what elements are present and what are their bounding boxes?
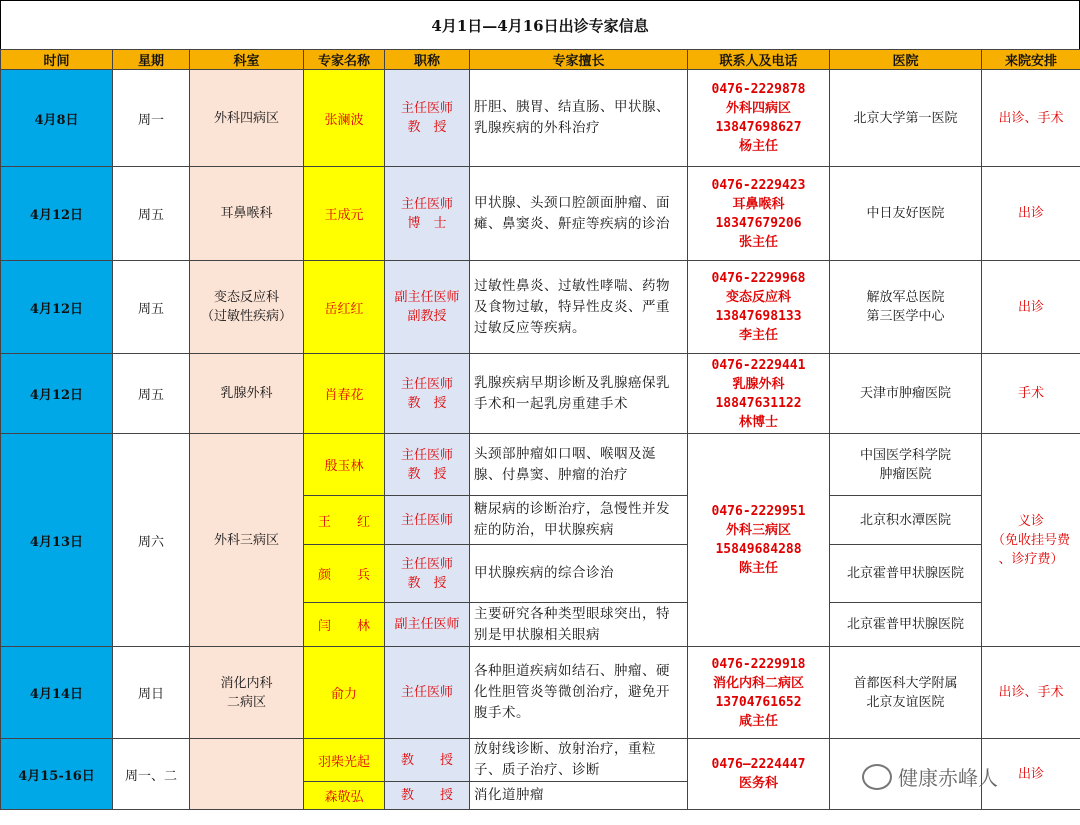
specialty-cell: 过敏性鼻炎、过敏性哮喘、药物及食物过敏，特异性皮炎、严重过敏反应等疾病。 xyxy=(470,261,688,354)
dept-cell: 变态反应科 （过敏性疾病） xyxy=(190,261,304,354)
weekday-cell: 周一、二 xyxy=(113,739,190,810)
header-expert: 专家名称 xyxy=(304,50,385,70)
title-cell: 主任医师 博 士 xyxy=(385,167,470,261)
contact-cell: 0476-2229878 外科四病区 13847698627 杨主任 xyxy=(688,70,830,167)
expert-cell: 俞力 xyxy=(304,647,385,739)
dept-cell: 消化内科 二病区 xyxy=(190,647,304,739)
expert-cell: 王成元 xyxy=(304,167,385,261)
title-cell: 主任医师 教 授 xyxy=(385,354,470,434)
wechat-icon xyxy=(862,764,892,790)
weekday-cell: 周五 xyxy=(113,354,190,434)
contact-cell: 0476-2229423 耳鼻喉科 18347679206 张主任 xyxy=(688,167,830,261)
specialty-cell: 头颈部肿瘤如口咽、喉咽及涎腺、付鼻窦、肿瘤的治疗 xyxy=(470,434,688,496)
specialty-cell: 肝胆、胰胃、结直肠、甲状腺、乳腺疾病的外科治疗 xyxy=(470,70,688,167)
hospital-cell: 北京积水潭医院 xyxy=(830,496,982,545)
arrangement-cell: 义诊 （免收挂号费 、诊疗费） xyxy=(982,434,1080,647)
specialty-cell: 糖尿病的诊断治疗，急慢性并发症的防治，甲状腺疾病 xyxy=(470,496,688,545)
arrangement-cell: 出诊 xyxy=(982,739,1080,810)
arrangement-cell: 出诊 xyxy=(982,167,1080,261)
weekday-cell: 周六 xyxy=(113,434,190,647)
arrangement-cell: 出诊、手术 xyxy=(982,647,1080,739)
dept-cell: 乳腺外科 xyxy=(190,354,304,434)
weekday-cell: 周五 xyxy=(113,261,190,354)
hospital-cell: 北京霍普甲状腺医院 xyxy=(830,545,982,603)
contact-cell: 0476—2224447 医务科 xyxy=(688,739,830,810)
expert-cell: 闫 林 xyxy=(304,603,385,647)
specialty-cell: 甲状腺疾病的综合诊治 xyxy=(470,545,688,603)
expert-cell: 岳红红 xyxy=(304,261,385,354)
title-cell: 主任医师 教 授 xyxy=(385,545,470,603)
date-cell: 4月15-16日 xyxy=(1,739,113,810)
table-row xyxy=(1,70,1080,167)
hospital-cell: 首都医科大学附属 北京友谊医院 xyxy=(830,647,982,739)
contact-cell: 0476-2229951 外科三病区 15849684288 陈主任 xyxy=(688,434,830,647)
dept-cell: 外科四病区 xyxy=(190,70,304,167)
arrangement-cell: 手术 xyxy=(982,354,1080,434)
specialty-cell: 放射线诊断、放射治疗，重粒子、质子治疗、诊断 xyxy=(470,739,688,782)
weekday-cell: 周五 xyxy=(113,167,190,261)
header-arrangement: 来院安排 xyxy=(982,50,1080,70)
title-cell: 主任医师 教 授 xyxy=(385,434,470,496)
table-row xyxy=(1,167,1080,261)
arrangement-cell: 出诊 xyxy=(982,261,1080,354)
title-cell: 教 授 xyxy=(385,782,470,810)
header-title: 职称 xyxy=(385,50,470,70)
title-cell: 主任医师 xyxy=(385,496,470,545)
contact-cell: 0476-2229918 消化内科二病区 13704761652 咸主任 xyxy=(688,647,830,739)
schedule-table xyxy=(0,49,1080,810)
arrangement-cell: 出诊、手术 xyxy=(982,70,1080,167)
weekday-cell: 周日 xyxy=(113,647,190,739)
hospital-cell: 北京大学第一医院 xyxy=(830,70,982,167)
specialty-cell: 消化道肿瘤 xyxy=(470,782,688,810)
expert-cell: 王 红 xyxy=(304,496,385,545)
header-row xyxy=(1,50,1080,70)
hospital-cell: 天津市肿瘤医院 xyxy=(830,354,982,434)
specialty-cell: 各种胆道疾病如结石、肿瘤、硬化性胆管炎等微创治疗，避免开腹手术。 xyxy=(470,647,688,739)
date-cell: 4月14日 xyxy=(1,647,113,739)
weekday-cell: 周一 xyxy=(113,70,190,167)
header-dept: 科室 xyxy=(190,50,304,70)
dept-cell: 外科三病区 xyxy=(190,434,304,647)
hospital-cell: 中日友好医院 xyxy=(830,167,982,261)
expert-cell: 肖春花 xyxy=(304,354,385,434)
hospital-cell: 北京霍普甲状腺医院 xyxy=(830,603,982,647)
header-weekday: 星期 xyxy=(113,50,190,70)
specialty-cell: 甲状腺、头颈口腔颌面肿瘤、面瘫、鼻窦炎、鼾症等疾病的诊治 xyxy=(470,167,688,261)
hospital-cell: 中国医学科学院 肿瘤医院 xyxy=(830,434,982,496)
specialty-cell: 乳腺疾病早期诊断及乳腺癌保乳手术和一起乳房重建手术 xyxy=(470,354,688,434)
contact-cell: 0476-2229968 变态反应科 13847698133 李主任 xyxy=(688,261,830,354)
date-cell: 4月13日 xyxy=(1,434,113,647)
table-row xyxy=(1,434,1080,496)
title-cell: 主任医师 xyxy=(385,647,470,739)
contact-cell: 0476-2229441 乳腺外科 18847631122 林博士 xyxy=(688,354,830,434)
expert-cell: 殷玉林 xyxy=(304,434,385,496)
title-cell: 教 授 xyxy=(385,739,470,782)
date-cell: 4月12日 xyxy=(1,261,113,354)
expert-cell: 颜 兵 xyxy=(304,545,385,603)
date-cell: 4月12日 xyxy=(1,167,113,261)
table-row xyxy=(1,647,1080,739)
hospital-cell: 解放军总医院 第三医学中心 xyxy=(830,261,982,354)
expert-cell: 森敬弘 xyxy=(304,782,385,810)
date-cell: 4月12日 xyxy=(1,354,113,434)
title-cell: 主任医师 教 授 xyxy=(385,70,470,167)
dept-cell: 耳鼻喉科 xyxy=(190,167,304,261)
expert-cell: 羽柴光起 xyxy=(304,739,385,782)
date-cell: 4月8日 xyxy=(1,70,113,167)
watermark-text: 健康赤峰人 xyxy=(898,766,998,790)
expert-cell: 张澜波 xyxy=(304,70,385,167)
table-row xyxy=(1,261,1080,354)
header-specialty: 专家擅长 xyxy=(470,50,688,70)
header-time: 时间 xyxy=(1,50,113,70)
page-title: 4月1日—4月16日出诊专家信息 xyxy=(0,0,1080,50)
specialty-cell: 主要研究各种类型眼球突出，特别是甲状腺相关眼病 xyxy=(470,603,688,647)
watermark xyxy=(862,762,998,791)
dept-cell xyxy=(190,739,304,810)
header-hospital: 医院 xyxy=(830,50,982,70)
table-row xyxy=(1,354,1080,434)
title-cell: 副主任医师 副教授 xyxy=(385,261,470,354)
title-cell: 副主任医师 xyxy=(385,603,470,647)
header-contact: 联系人及电话 xyxy=(688,50,830,70)
